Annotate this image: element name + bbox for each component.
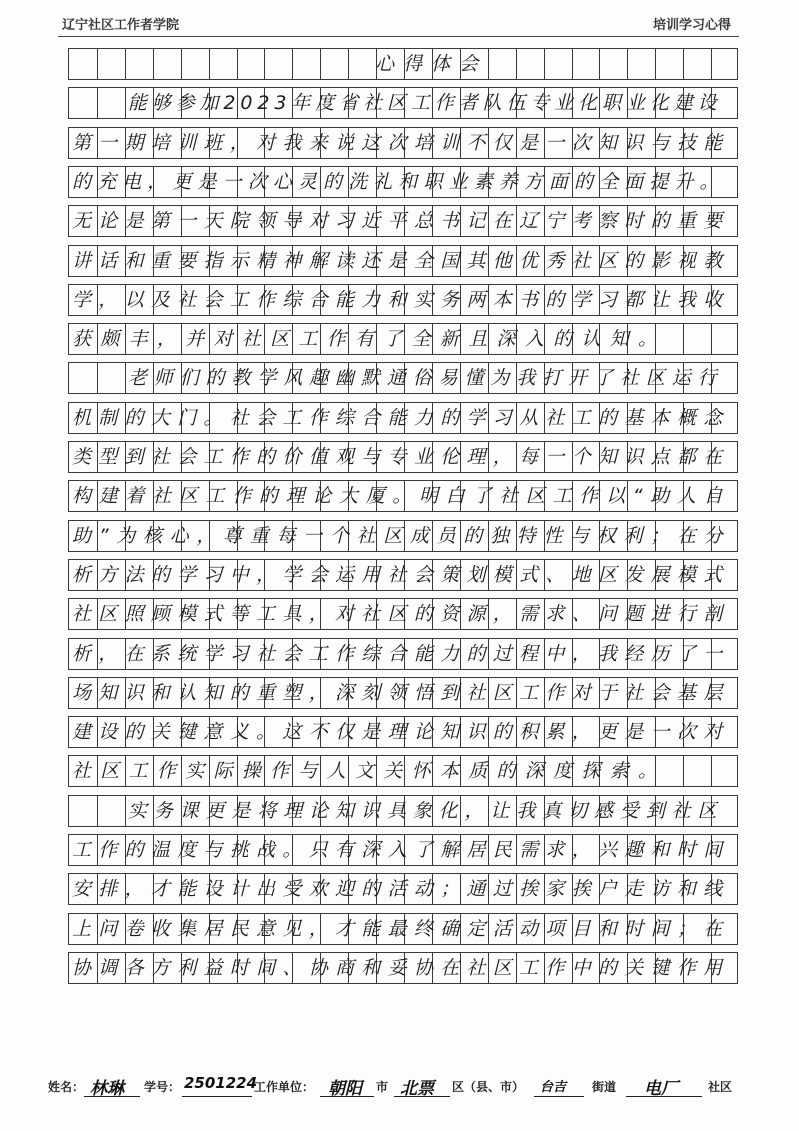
unit-label: 工作单位： [254,1080,315,1094]
essay-line: 的充电，更是一次心灵的洗礼和职业素养方面的全面提升。 [72,170,725,193]
street-label: 街道 [592,1080,617,1094]
name-value: 林琳 [90,1079,124,1099]
city-label: 市 [376,1080,389,1094]
id-label: 学号： [144,1080,181,1094]
essay-line: 析方法的学习中，学会运用社会策划模式、地区发展模式 [72,563,730,586]
community-value: 电厂 [644,1079,678,1099]
district-value: 北票 [400,1079,434,1099]
essay-line: 类型到社会工作的价值观与专业伦理，每一个知识点都在 [72,446,730,468]
essay-line: 协调各方利益时间、协商和妥协在社区工作中的关键作用 [72,956,730,979]
header-right: 培训学习心得 [652,18,731,33]
essay-line: 实务课更是将理论知识具象化，让我真切感受到社区 [127,799,724,822]
essay-line: 获颇丰，并对社区工作有了全新且深入的认知。 [72,328,667,351]
essay-line: 社区工作实际操作与人文关怀本质的深度探索。 [72,760,667,783]
essay-line: 无论是第一天院领导对习近平总书记在辽宁考察时的重要 [72,210,730,233]
id-value: 2501224 [184,1074,258,1092]
essay-line: 第一期培训班，对我来说这次培训不仅是一次知识与技能 [72,131,730,154]
essay-line: 能够参加2023年度省社区工作者队伍专业化职业化建设 [127,92,722,115]
essay-line: 上问卷收集居民意见，才能最终确定活动项目和时间；在 [72,917,730,940]
essay-line: 社区照顾模式等工具，对社区的资源，需求、问题进行剖 [72,603,730,626]
essay-line: 老师们的教学风趣幽默通俗易懂为我打开了社区运行 [127,367,724,390]
essay-line: 析，在系统学习社会工作综合能力的过程中，我经历了一 [72,642,730,665]
essay-line: 学，以及社会工作综合能力和实务两本书的学习都让我收 [72,288,730,311]
essay-line: 建设的关键意义。这不仅是理论知识的积累，更是一次对 [72,721,730,744]
district-label: 区（县、市） [452,1080,525,1094]
essay-line: 工作的温度与挑战。只有深入了解居民需求，兴趣和时间 [72,839,730,861]
community-label: 社区 [708,1080,733,1094]
street-value: 台吉 [540,1080,567,1095]
essay-line: 场知识和认知的重塑，深刻领悟到社区工作对于社会基层 [72,681,730,704]
essay-line: 助”为核心，尊重每一个社区成员的独特性与权利；在分 [72,524,731,547]
city-value: 朝阳 [328,1079,362,1099]
essay-line: 讲话和重要指示精神解读还是全国其他优秀社区的影视教 [72,249,730,272]
essay-line: 安排，才能设计出受欢迎的活动；通过挨家挨户走访和线 [72,878,730,901]
essay-line: 构建着社区工作的理论大厦。明白了社区工作以“助人自 [72,485,731,508]
footer [48,1072,759,1100]
essay-line: 机制的大门。社会工作综合能力的学习从社工的基本概念 [72,406,730,429]
name-label: 姓名： [48,1080,85,1094]
header-left: 辽宁社区工作者学院 [62,18,180,33]
essay-title: 心得体会 [375,53,488,75]
